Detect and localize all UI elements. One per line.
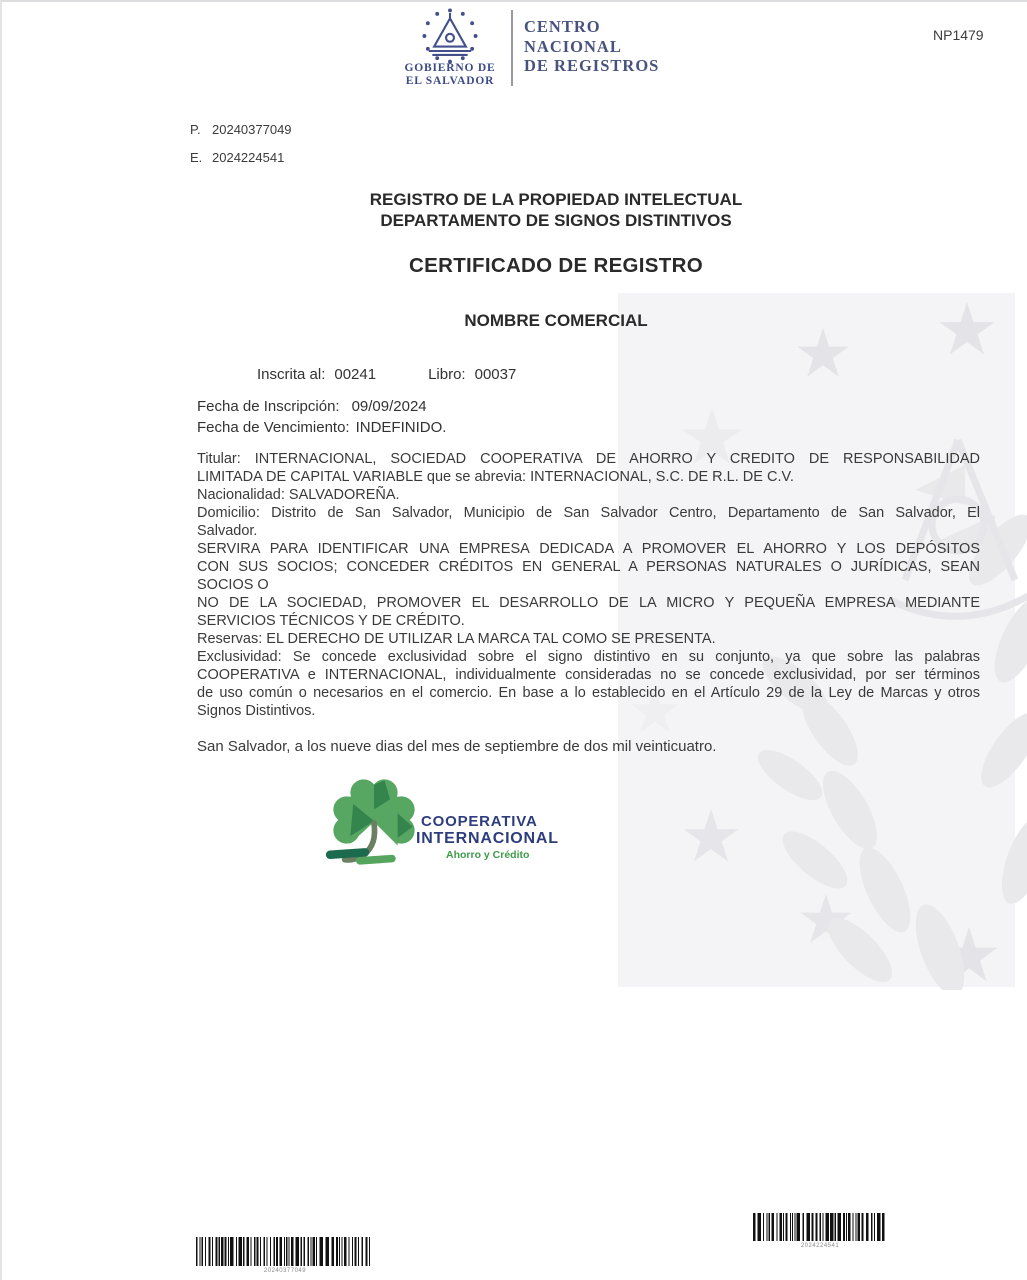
header-divider bbox=[511, 10, 513, 86]
barcode-left-bars bbox=[195, 1237, 375, 1266]
scan-edge-left bbox=[0, 0, 2, 1280]
barcode-right-bars bbox=[752, 1213, 888, 1241]
p-reference bbox=[190, 122, 292, 137]
org-name bbox=[524, 17, 659, 76]
body-line: Signos Distintivos. bbox=[197, 703, 316, 719]
body-line: Reservas: EL DERECHO DE UTILIZAR LA MARCA TAL COMO SE PRESENTA. bbox=[197, 631, 716, 647]
fecha-vencimiento-label: Fecha de Vencimiento: bbox=[197, 419, 350, 436]
scan-edge-top bbox=[0, 0, 1027, 2]
org-name-line1: CENTRO bbox=[524, 17, 601, 36]
fecha-inscripcion-label: Fecha de Inscripción: bbox=[197, 398, 340, 415]
fecha-inscripcion-row bbox=[197, 398, 427, 415]
body-line: Exclusividad: Se concede exclusividad sobre el signo distintivo en su conjunto, ya que sobre las palabras bbox=[197, 649, 980, 665]
libro-label: Libro: bbox=[428, 366, 466, 383]
e-label: E. bbox=[190, 150, 203, 165]
trademark-name-line1: COOPERATIVA bbox=[421, 813, 538, 830]
fecha-vencimiento-row bbox=[197, 419, 446, 436]
np-number: NP1479 bbox=[933, 27, 984, 43]
e-reference bbox=[190, 150, 284, 165]
p-label: P. bbox=[190, 122, 201, 137]
barcode-right-value: 2024224541 bbox=[800, 1243, 840, 1249]
watermark-star bbox=[796, 328, 850, 382]
inscription-row bbox=[257, 366, 516, 383]
gov-line1: GOBIERNO DE bbox=[404, 62, 496, 74]
body-line: SERVIRA PARA IDENTIFICAR UNA EMPRESA DEDICADA A PROMOVER EL AHORRO Y LOS DEPÓSITOS bbox=[197, 541, 980, 557]
shamrock-logo-icon bbox=[322, 768, 426, 872]
fecha-vencimiento-value: INDEFINIDO. bbox=[355, 419, 447, 436]
body-line: Salvador. bbox=[197, 523, 258, 539]
gobierno-el-salvador-label bbox=[388, 62, 512, 88]
trademark-type-title: NOMBRE COMERCIAL bbox=[464, 311, 648, 330]
body-line: Titular: INTERNACIONAL, SOCIEDAD COOPERATIVA DE AHORRO Y CREDITO DE RESPONSABILIDAD bbox=[197, 451, 980, 467]
e-value: 2024224541 bbox=[212, 150, 285, 165]
barcode-left bbox=[195, 1237, 375, 1266]
trademark-tagline: Ahorro y Crédito bbox=[446, 849, 530, 861]
inscrita-value: 00241 bbox=[334, 366, 377, 383]
body-line: LIMITADA DE CAPITAL VARIABLE que se abrevia: INTERNACIONAL, S.C. DE R.L. DE C.V. bbox=[197, 469, 794, 485]
body-line: Domicilio: Distrito de San Salvador, Municipio de San Salvador Centro, Departamento de San Salvador, El bbox=[197, 505, 980, 521]
closing-statement: San Salvador, a los nueve dias del mes de septiembre de dos mil veinticuatro. bbox=[197, 738, 717, 755]
body-line: SERVICIOS TÉCNICOS Y DE CRÉDITO. bbox=[197, 613, 465, 629]
department-title-line1: REGISTRO DE LA PROPIEDAD INTELECTUAL bbox=[369, 190, 743, 209]
body-line: SOCIOS O bbox=[197, 577, 269, 593]
body-line: de uso común o necesarios en el comercio. En base a lo establecido en el Artículo 29 de la Ley de Marcas y otros bbox=[197, 685, 980, 701]
org-name-line3: DE REGISTROS bbox=[524, 56, 660, 75]
inscrita-label: Inscrita al: bbox=[257, 366, 326, 383]
libro-value: 00037 bbox=[474, 366, 517, 383]
barcode-left-value: 20240377049 bbox=[263, 1268, 307, 1274]
certificate-title: CERTIFICADO DE REGISTRO bbox=[409, 254, 703, 277]
body-line: NO DE LA SOCIEDAD, PROMOVER EL DESARROLLO DE LA MICRO Y PEQUEÑA EMPRESA MEDIANTE bbox=[197, 595, 980, 611]
gov-line2: EL SALVADOR bbox=[405, 75, 495, 87]
certificate-body bbox=[197, 450, 980, 720]
p-value: 20240377049 bbox=[212, 122, 292, 137]
barcode-right bbox=[752, 1213, 888, 1241]
org-name-line2: NACIONAL bbox=[524, 36, 622, 56]
trademark-name-line2: INTERNACIONAL bbox=[416, 830, 559, 847]
body-line: Nacionalidad: SALVADOREÑA. bbox=[197, 487, 400, 503]
body-line: COOPERATIVA e INTERNACIONAL, individualmente consideradas no se concede exclusividad, por ser términos bbox=[197, 667, 980, 683]
gobierno-el-salvador-emblem-icon bbox=[410, 6, 490, 66]
body-line: CON SUS SOCIOS; CONCEDER CRÉDITOS EN GENERAL A PERSONAS NATURALES O JURÍDICAS, SEAN bbox=[197, 559, 980, 575]
department-title-line2: DEPARTAMENTO DE SIGNOS DISTINTIVOS bbox=[380, 211, 732, 230]
fecha-inscripcion-value: 09/09/2024 bbox=[351, 398, 427, 415]
